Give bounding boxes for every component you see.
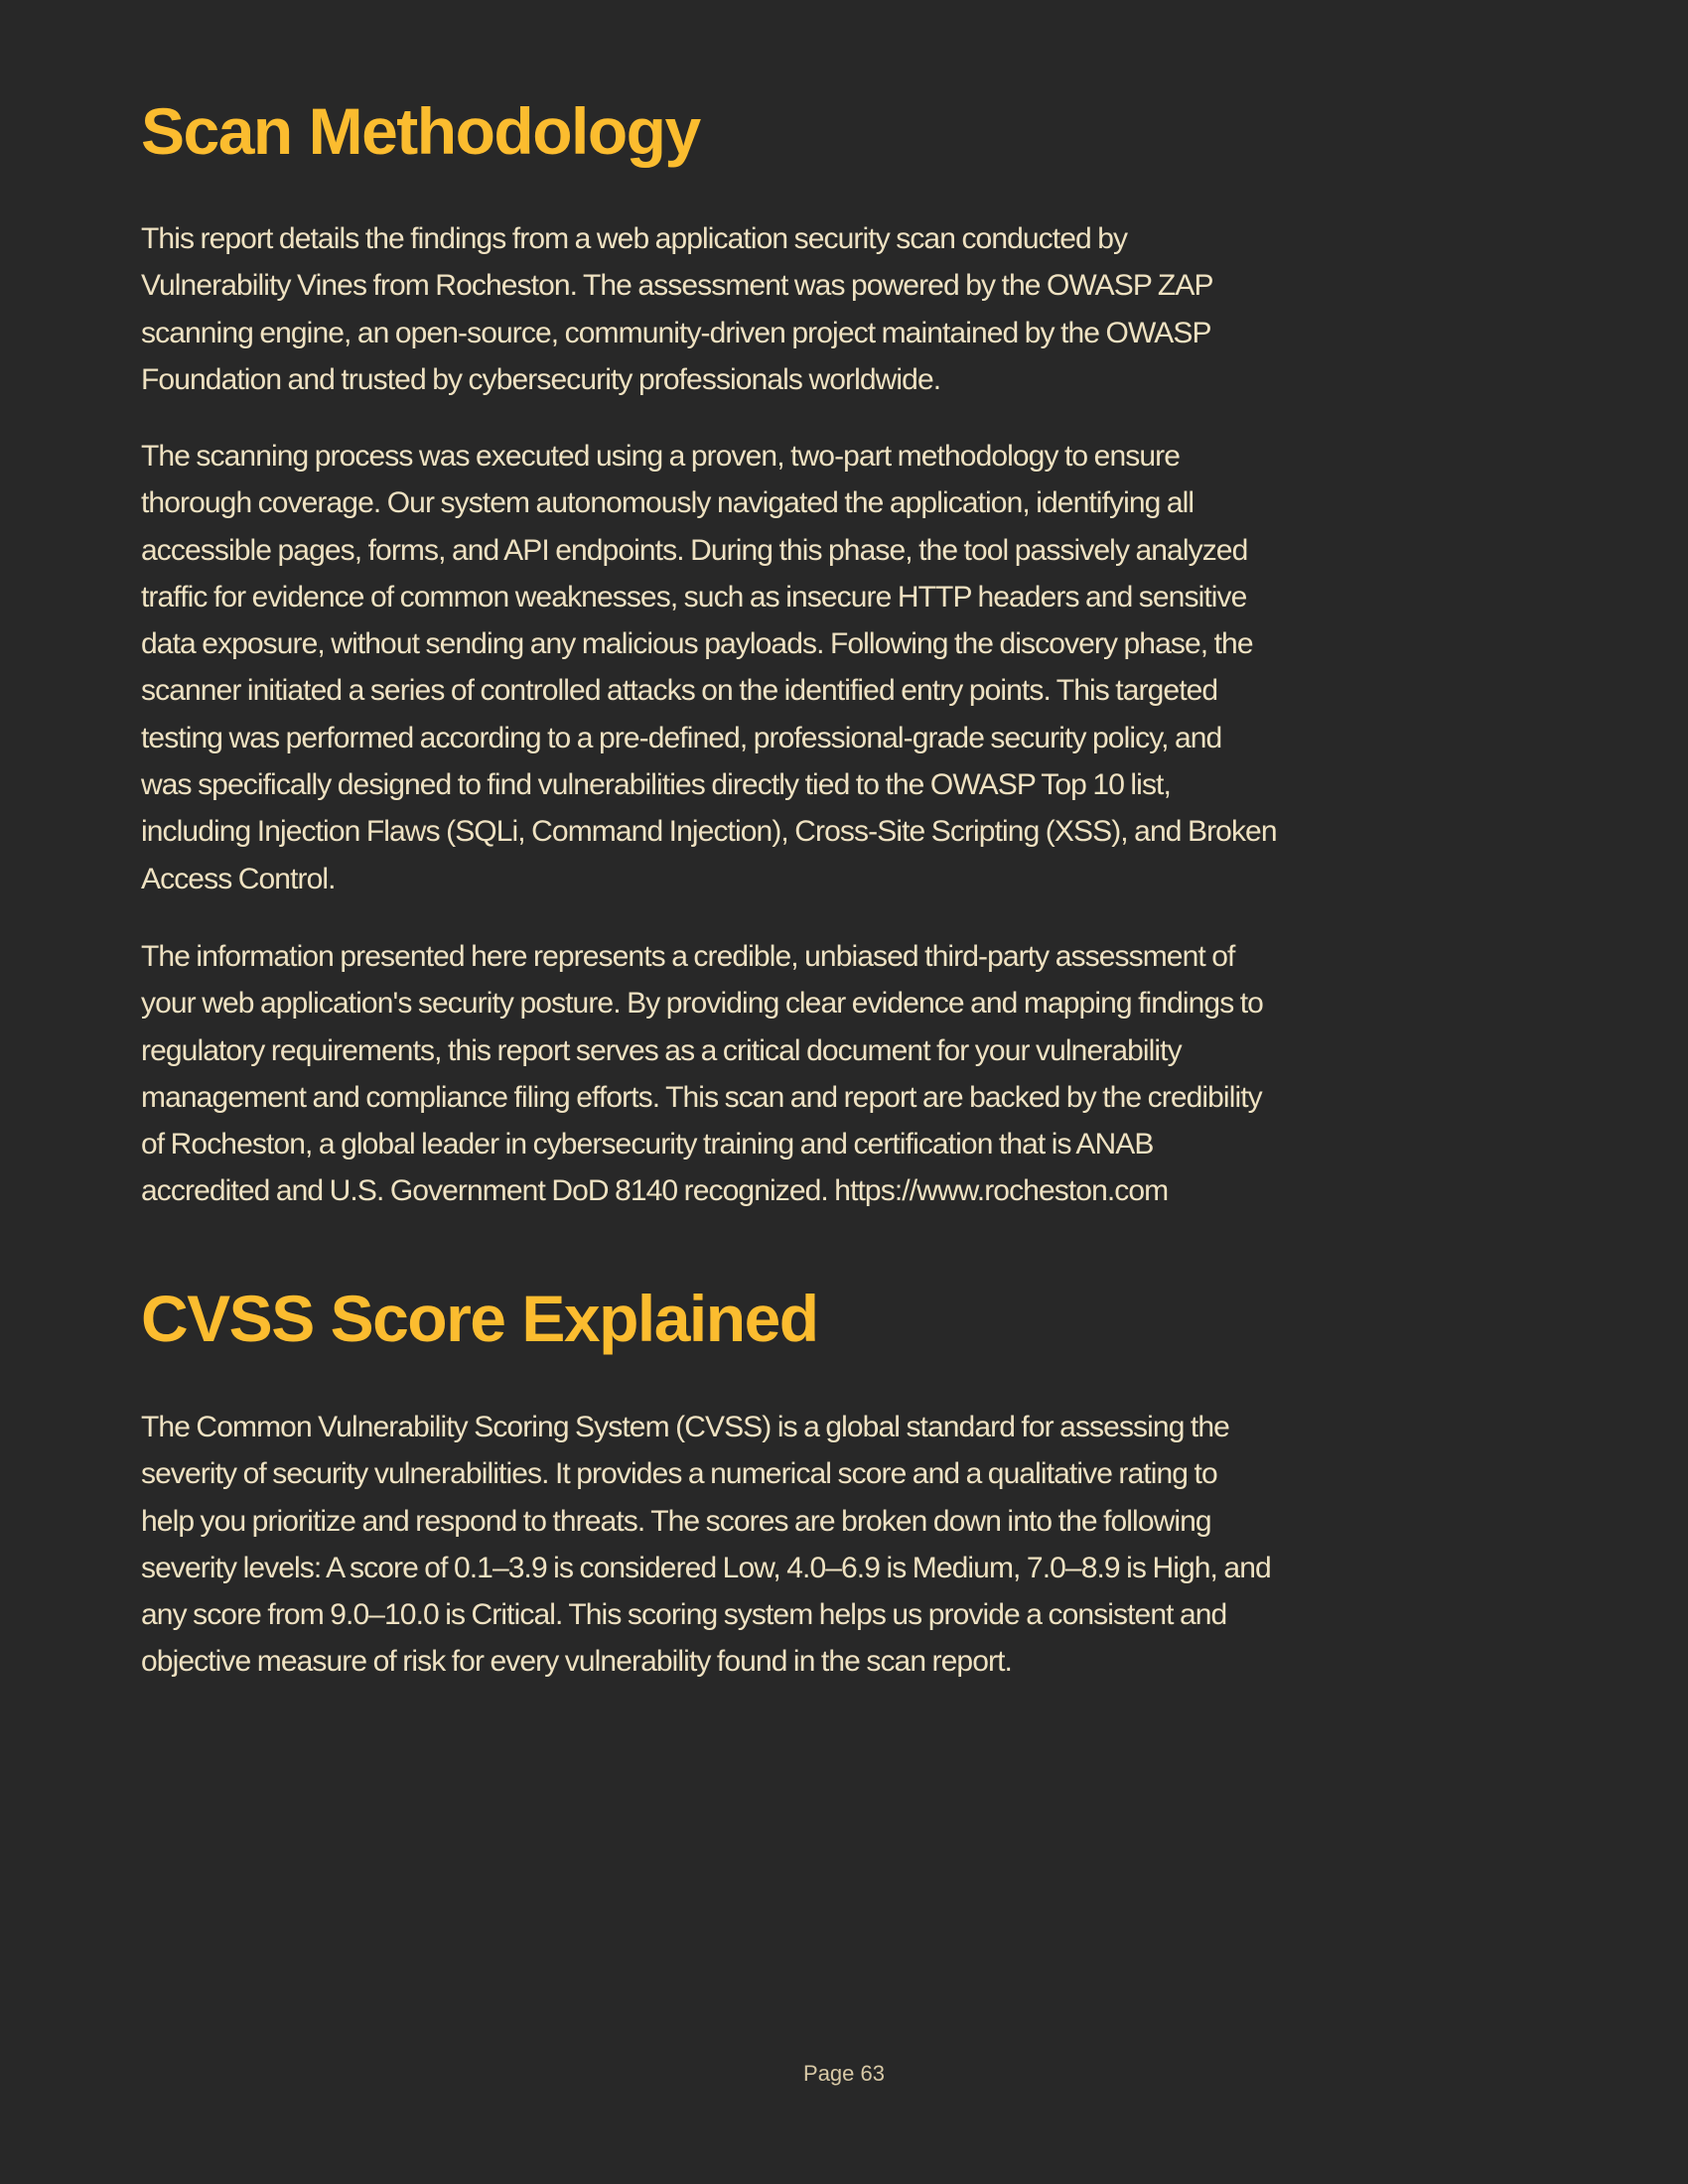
text-line: of Rocheston, a global leader in cybersecurity training and certification that is ANAB [141,1128,1154,1161]
text-line: help you prioritize and respond to threats. The scores are broken down into the following [141,1504,1211,1538]
text-line: scanner initiated a series of controlled attacks on the identified entry points. This targeted [141,674,1218,708]
text-line: severity levels: A score of 0.1–3.9 is considered Low, 4.0–6.9 is Medium, 7.0–8.9 is High, and [141,1551,1271,1584]
paragraph-cvss-explanation [141,1404,1271,1686]
text-line: accessible pages, forms, and API endpoints. During this phase, the tool passively analyzed [141,533,1248,567]
text-line: severity of security vulnerabilities. It provides a numerical score and a qualitative rating to [141,1457,1217,1491]
text-line: was specifically designed to find vulnerabilities directly tied to the OWASP Top 10 list, [141,768,1171,802]
paragraph-scanning-process [141,433,1277,902]
text-line: Foundation and trusted by cybersecurity professionals worldwide. [141,362,941,396]
text-line: This report details the findings from a web application security scan conducted by [141,222,1128,255]
paragraph-credibility [141,933,1263,1215]
text-line: The information presented here represents a credible, unbiased third-party assessment of [141,940,1235,973]
text-line: Vulnerability Vines from Rocheston. The assessment was powered by the OWASP ZAP [141,269,1213,303]
text-line: objective measure of risk for every vulnerability found in the scan report. [141,1645,1012,1679]
text-line: Access Control. [141,862,336,895]
text-line: scanning engine, an open-source, community-driven project maintained by the OWASP [141,316,1211,349]
text-line: regulatory requirements, this report serves as a critical document for your vulnerability [141,1033,1182,1067]
text-line: management and compliance filing efforts. This scan and report are backed by the credibility [141,1080,1262,1114]
paragraph-report-overview [141,215,1213,403]
text-line: The Common Vulnerability Scoring System (CVSS) is a global standard for assessing the [141,1411,1229,1443]
text-line: accredited and U.S. Government DoD 8140 recognized. https://www.rocheston.com [141,1174,1169,1208]
text-line: The scanning process was executed using a proven, two-part methodology to ensure [141,440,1180,473]
section-heading-scan-methodology: Scan Methodology [141,94,700,168]
text-line: any score from 9.0–10.0 is Critical. This scoring system helps us provide a consistent and [141,1598,1227,1632]
text-line: traffic for evidence of common weaknesses, such as insecure HTTP headers and sensitive [141,580,1247,614]
page-number: Page 63 [803,2061,885,2086]
section-heading-cvss-score-explained: CVSS Score Explained [141,1282,818,1355]
text-line: thorough coverage. Our system autonomously navigated the application, identifying all [141,486,1195,520]
text-line: your web application's security posture. By providing clear evidence and mapping findings to [141,987,1263,1021]
text-line: testing was performed according to a pre-defined, professional-grade security policy, and [141,721,1222,754]
text-line: including Injection Flaws (SQLi, Command Injection), Cross-Site Scripting (XSS), and Broken [141,815,1277,849]
text-line: data exposure, without sending any malicious payloads. Following the discovery phase, the [141,627,1253,661]
